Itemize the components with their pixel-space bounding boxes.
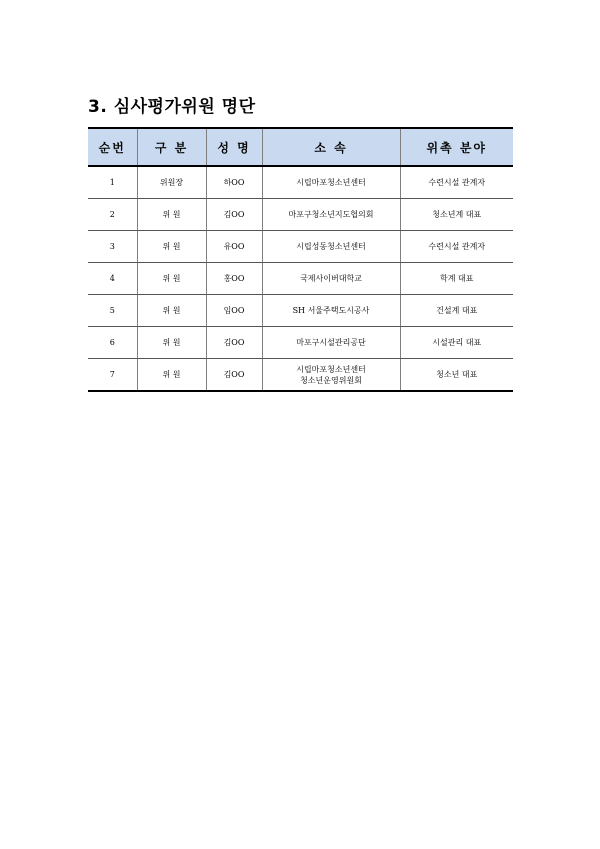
cell-role: 위 원 (137, 263, 206, 295)
cell-affiliation (262, 199, 400, 231)
table-row (88, 166, 513, 199)
cell-name: 홍OO (206, 263, 262, 295)
cell-role: 위 원 (137, 327, 206, 359)
cell-field: 청소년 대표 (400, 359, 513, 392)
affiliation-line: 마포구시설관리공단 (296, 338, 366, 347)
affiliation-line: 시립마포청소년센터 (296, 364, 366, 374)
cell-field: 수련시설 관계자 (400, 231, 513, 263)
cell-no: 1 (88, 166, 137, 199)
cell-field: 수련시설 관계자 (400, 166, 513, 199)
cell-role: 위 원 (137, 359, 206, 392)
cell-name: 임OO (206, 295, 262, 327)
table-row (88, 359, 513, 392)
affiliation-line: SH 서울주택도시공사 (292, 306, 370, 315)
cell-name: 김OO (206, 327, 262, 359)
cell-field: 시설관리 대표 (400, 327, 513, 359)
affiliation-line: 청소년운영위원회 (300, 375, 362, 385)
header-field: 위촉 분야 (400, 128, 513, 166)
cell-no: 6 (88, 327, 137, 359)
cell-affiliation (262, 231, 400, 263)
cell-field: 건설계 대표 (400, 295, 513, 327)
table-row (88, 295, 513, 327)
cell-no: 2 (88, 199, 137, 231)
cell-no: 3 (88, 231, 137, 263)
cell-field: 청소년계 대표 (400, 199, 513, 231)
cell-name: 김OO (206, 359, 262, 392)
cell-name: 김OO (206, 199, 262, 231)
committee-roster-table (88, 127, 513, 392)
header-role: 구 분 (137, 128, 206, 166)
affiliation-line: 시립성동청소년센터 (296, 242, 366, 251)
cell-affiliation (262, 263, 400, 295)
header-affiliation: 소 속 (262, 128, 400, 166)
cell-no: 7 (88, 359, 137, 392)
affiliation-line: 마포구청소년지도협의회 (288, 210, 374, 219)
affiliation-line: 국제사이버대학교 (300, 274, 362, 283)
cell-role: 위 원 (137, 199, 206, 231)
cell-no: 4 (88, 263, 137, 295)
table-header-row (88, 128, 513, 166)
cell-no: 5 (88, 295, 137, 327)
table-row (88, 231, 513, 263)
cell-role: 위 원 (137, 295, 206, 327)
table-row (88, 327, 513, 359)
cell-field: 학계 대표 (400, 263, 513, 295)
cell-affiliation (262, 295, 400, 327)
cell-name: 하OO (206, 166, 262, 199)
cell-role: 위원장 (137, 166, 206, 199)
header-name: 성 명 (206, 128, 262, 166)
cell-role: 위 원 (137, 231, 206, 263)
cell-affiliation (262, 166, 400, 199)
header-no: 순번 (88, 128, 137, 166)
affiliation-line: 시립마포청소년센터 (296, 178, 366, 187)
cell-affiliation (262, 359, 400, 392)
table-row (88, 199, 513, 231)
cell-affiliation (262, 327, 400, 359)
section-title: 3. 심사평가위원 명단 (88, 97, 256, 117)
cell-name: 유OO (206, 231, 262, 263)
table-row (88, 263, 513, 295)
